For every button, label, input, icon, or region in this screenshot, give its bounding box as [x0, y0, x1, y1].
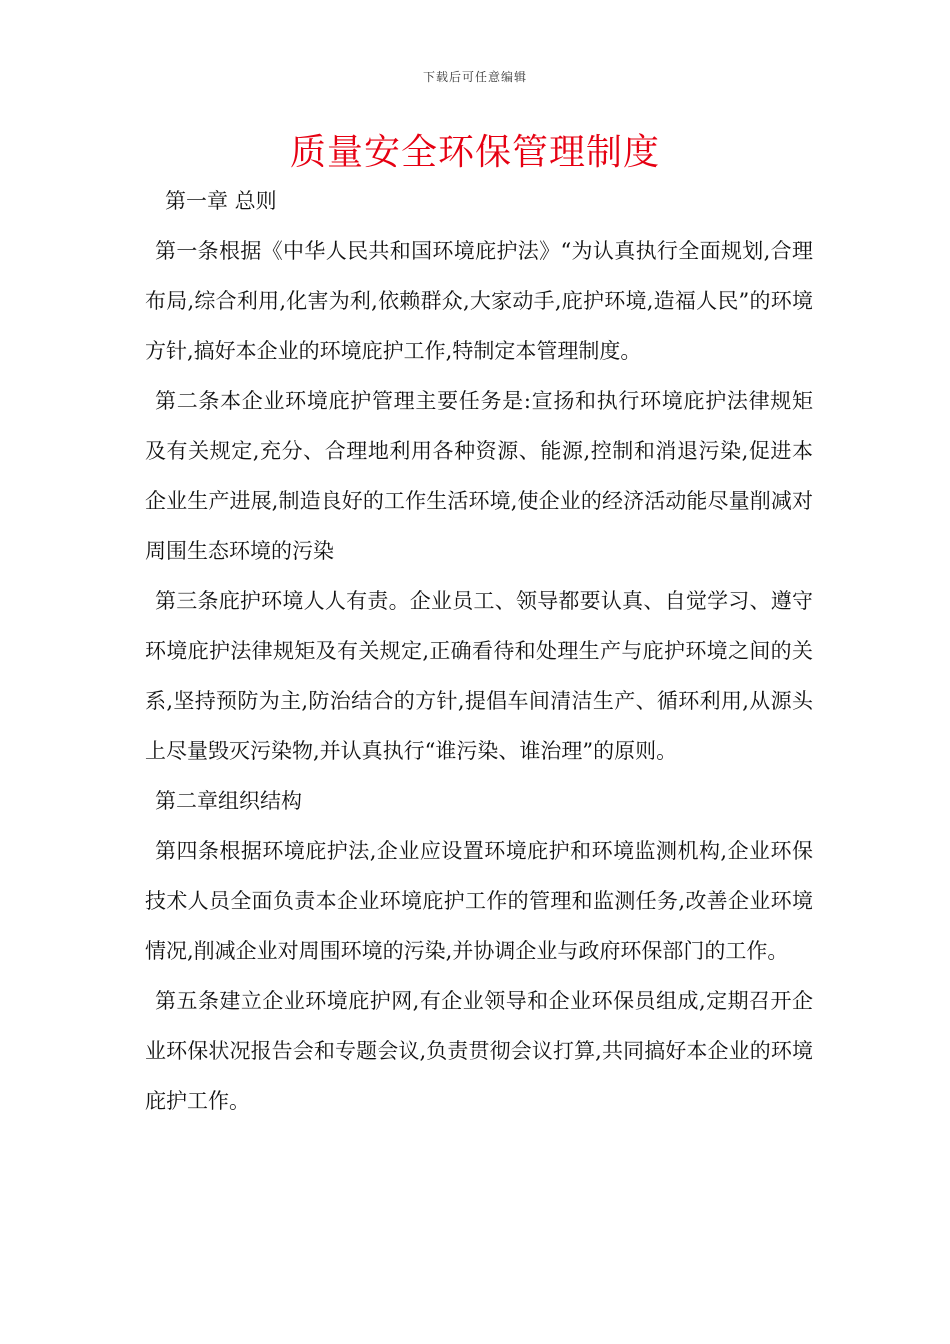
article-5: 第五条建立企业环境庇护网,有企业领导和企业环保员组成,定期召开企业环保状况报告会和专题会议,负责贯彻会议打算,共同搞好本企业的环境庇护工作。	[145, 989, 813, 1113]
document-body	[145, 176, 813, 1126]
header-note: 下载后可任意编辑	[422, 70, 527, 84]
document-title: 质量安全环保管理制度	[289, 132, 660, 173]
article-4: 第四条根据环境庇护法,企业应设置环境庇护和环境监测机构,企业环保技术人员全面负责本企业环境庇护工作的管理和监测任务,改善企业环境情况,削减企业对周围环境的污染,并协调企业与政府环保部门的工作。	[145, 839, 813, 963]
article-2: 第二条本企业环境庇护管理主要任务是:宣扬和执行环境庇护法律规矩及有关规定,充分、合理地利用各种资源、能源,控制和消退污染,促进本企业生产进展,制造良好的工作生活环境,使企业的经济活动能尽量削减对周围生态环境的污染	[145, 389, 813, 563]
chapter-heading-1: 第一章 总则	[165, 189, 277, 213]
chapter-heading-2: 第二章组织结构	[155, 789, 302, 813]
article-1: 第一条根据《中华人民共和国环境庇护法》“为认真执行全面规划,合理布局,综合利用,化害为利,依赖群众,大家动手,庇护环境,造福人民”的环境方针,搞好本企业的环境庇护工作,特制定本管理制度。	[145, 239, 813, 363]
article-3: 第三条庇护环境人人有责。企业员工、领导都要认真、自觉学习、遵守环境庇护法律规矩及有关规定,正确看待和处理生产与庇护环境之间的关系,坚持预防为主,防治结合的方针,提倡车间清洁生产、循环利用,从源头上尽量毁灭污染物,并认真执行“谁污染、谁治理”的原则。	[145, 589, 813, 763]
